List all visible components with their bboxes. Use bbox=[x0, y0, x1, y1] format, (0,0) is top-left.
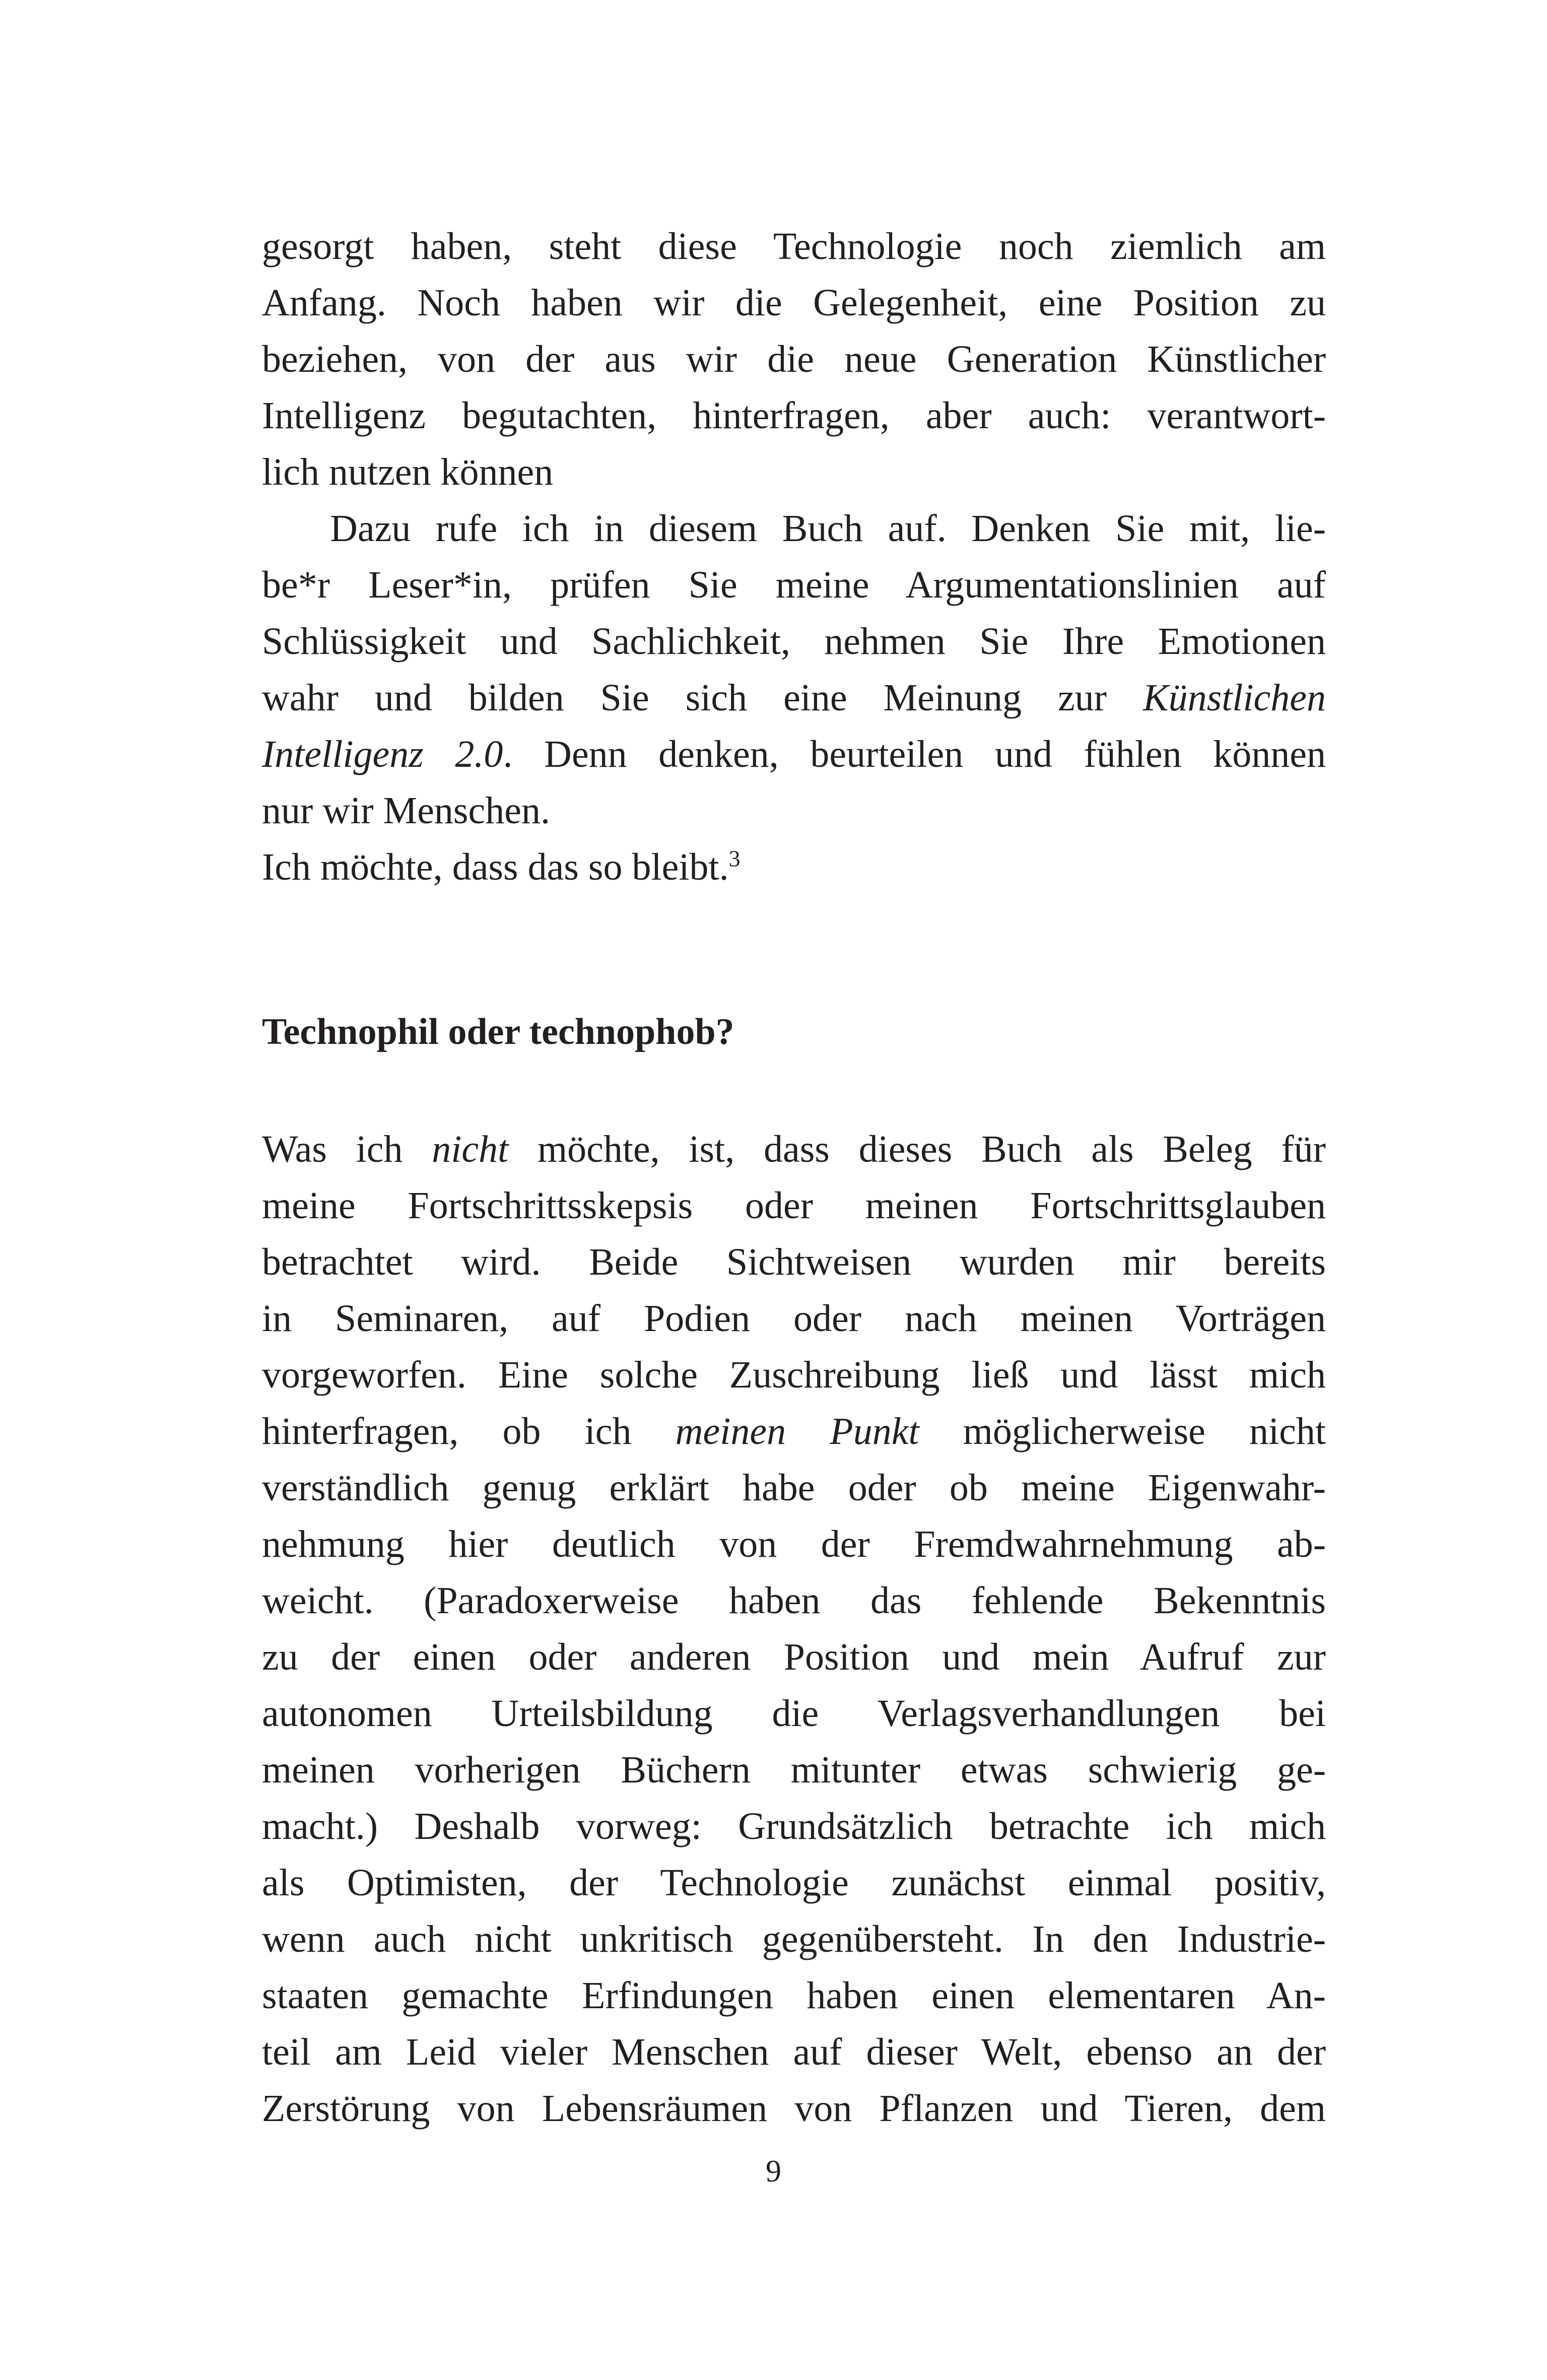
text-run: möchte, ist, dass dieses Buch als Beleg für bbox=[508, 1128, 1326, 1170]
text-line: in Seminaren, auf Podien oder nach meinen Vorträgen bbox=[262, 1297, 1326, 1340]
footnote-marker[interactable]: 3 bbox=[728, 845, 741, 872]
text-line bbox=[262, 1121, 1326, 1177]
text-line: nehmung hier deutlich von der Fremdwahrnehmung ab- bbox=[262, 1523, 1326, 1565]
text-line: beziehen, von der aus wir die neue Generation Künstlicher bbox=[262, 338, 1326, 380]
text-run: Was ich bbox=[262, 1128, 432, 1170]
italic-term: Intelligenz 2.0 bbox=[262, 733, 503, 775]
text-line bbox=[262, 670, 1326, 726]
text-run: Ich möchte, dass das so bleibt. bbox=[262, 846, 729, 888]
text-run: . Denn denken, beurteilen und fühlen können bbox=[503, 733, 1326, 775]
text-line: staaten gemachte Erfindungen haben einen elementaren An- bbox=[262, 1974, 1326, 2017]
text-line: meine Fortschrittsskepsis oder meinen Fortschrittsglauben bbox=[262, 1184, 1326, 1227]
text-line: verständlich genug erklärt habe oder ob meine Eigenwahr- bbox=[262, 1467, 1326, 1509]
text-line: meinen vorherigen Büchern mitunter etwas schwierig ge- bbox=[262, 1749, 1326, 1791]
text-line: Dazu rufe ich in diesem Buch auf. Denken Sie mit, lie- bbox=[330, 507, 1326, 550]
text-line: Intelligenz begutachten, hinterfragen, aber auch: verantwort- bbox=[262, 394, 1326, 437]
text-line: zu der einen oder anderen Position und mein Aufruf zur bbox=[262, 1636, 1326, 1678]
appeal-paragraph bbox=[262, 500, 1326, 895]
text-line: lich nutzen können bbox=[262, 451, 554, 493]
text-line: weicht. (Paradoxerweise haben das fehlende Bekenntnis bbox=[262, 1579, 1326, 1622]
text-line: nur wir Menschen. bbox=[262, 789, 550, 832]
text-line: Zerstörung von Lebensräumen von Pflanzen und Tieren, dem bbox=[262, 2087, 1326, 2130]
continuation-paragraph bbox=[262, 218, 1326, 500]
text-line: gesorgt haben, steht diese Technologie noch ziemlich am bbox=[262, 225, 1326, 268]
closing-line bbox=[262, 839, 1326, 895]
body-paragraph bbox=[262, 1121, 1326, 2137]
text-run: möglicherweise nicht bbox=[919, 1410, 1326, 1452]
page-number: 9 bbox=[766, 2154, 781, 2189]
text-run: hinterfragen, ob ich bbox=[262, 1410, 676, 1452]
text-line: macht.) Deshalb vorweg: Grundsätzlich betrachte ich mich bbox=[262, 1805, 1326, 1847]
text-line: Anfang. Noch haben wir die Gelegenheit, eine Position zu bbox=[262, 282, 1326, 324]
text-line: vorgeworfen. Eine solche Zuschreibung ließ und lässt mich bbox=[262, 1354, 1326, 1396]
text-line: als Optimisten, der Technologie zunächst einmal positiv, bbox=[262, 1862, 1326, 1904]
italic-term: meinen Punkt bbox=[675, 1410, 919, 1452]
text-line: teil am Leid vieler Menschen auf dieser Welt, ebenso an der bbox=[262, 2031, 1326, 2073]
text-line: be*r Leser*in, prüfen Sie meine Argumentationslinien auf bbox=[262, 564, 1326, 606]
section-heading: Technophil oder technophob? bbox=[262, 1011, 734, 1052]
text-line: autonomen Urteilsbildung die Verlagsverhandlungen bei bbox=[262, 1692, 1326, 1735]
text-line bbox=[262, 726, 1326, 782]
text-line: betrachtet wird. Beide Sichtweisen wurden mir bereits bbox=[262, 1241, 1326, 1283]
text-line: Schlüssigkeit und Sachlichkeit, nehmen Sie Ihre Emotionen bbox=[262, 620, 1326, 663]
italic-term: nicht bbox=[432, 1128, 509, 1170]
text-line: wenn auch nicht unkritisch gegenübersteht. In den Industrie- bbox=[262, 1918, 1326, 1960]
text-line bbox=[262, 1403, 1326, 1460]
text-run: wahr und bilden Sie sich eine Meinung zur bbox=[262, 677, 1143, 719]
italic-term: Künstlichen bbox=[1142, 677, 1326, 719]
